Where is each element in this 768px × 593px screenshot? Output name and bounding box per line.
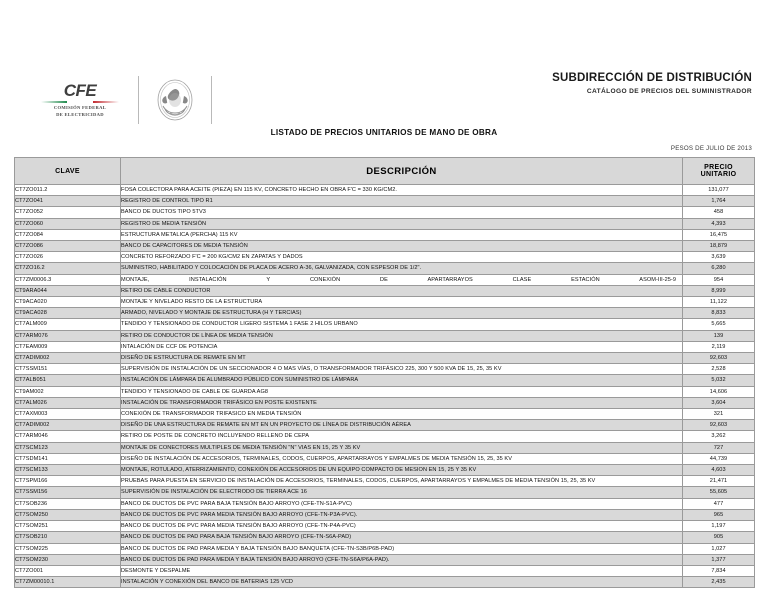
- column-header-precio-unitario: [683, 158, 755, 185]
- table-row[interactable]: [15, 274, 755, 285]
- cell-descripcion: TENDIDO Y TENSIONADO DE CABLE DE GUARDA AG8: [121, 386, 683, 397]
- cell-clave: CT7ZO041: [15, 196, 121, 207]
- cell-descripcion: BANCO DE DUCTOS DE PVC PARA BAJA TENSIÓN BAJO ARROYO (CFE-TN-S1A-PVC): [121, 498, 683, 509]
- cell-clave: CT7SOM230: [15, 554, 121, 565]
- cell-clave: CT7SOB210: [15, 532, 121, 543]
- table-row[interactable]: [15, 420, 755, 431]
- table-row[interactable]: [15, 565, 755, 576]
- mexico-coat-of-arms-seal-icon: [153, 77, 197, 123]
- table-row[interactable]: [15, 375, 755, 386]
- price-table-container: [14, 157, 754, 588]
- cell-clave: CT7ZO060: [15, 218, 121, 229]
- cell-descripcion: INSTALACIÓN DE TRANSFORMADOR TRIFÁSICO EN POSTE EXISTENTE: [121, 397, 683, 408]
- table-row[interactable]: [15, 397, 755, 408]
- cell-descripcion: SUPERVISIÓN DE INSTALACIÓN DE ELECTRODO DE TIERRA ACE 16: [121, 487, 683, 498]
- cell-descripcion: REGISTRO DE MEDIA TENSIÓN: [121, 218, 683, 229]
- cell-descripcion: REGISTRO DE CONTROL TIPO R1: [121, 196, 683, 207]
- cell-descripcion: MONTAJE, ROTULADO, ATERRIZAMIENTO, CONEXIÓN DE ACCESORIOS DE UN EQUIPO COMPACTO DE MESION EN 15, 25 Y 35 KV: [121, 465, 683, 476]
- cell-precio-unitario: 954: [683, 274, 755, 285]
- cell-descripcion: DISEÑO DE ESTRUCTURA DE REMATE EN MT: [121, 353, 683, 364]
- price-table: [14, 157, 755, 588]
- cell-descripcion: PRUEBAS PARA PUESTA EN SERVICIO DE INSTALACIÓN DE ACCESORIOS, TERMINALES, CODOS, CUERPOS, APARTARRAYOS Y EMPALMES DE MEDIA TENSIÓN 15, 25, 35 KV: [121, 476, 683, 487]
- table-row[interactable]: [15, 554, 755, 565]
- cell-precio-unitario: 139: [683, 330, 755, 341]
- page-title: LISTADO DE PRECIOS UNITARIOS DE MANO DE OBRA: [270, 128, 498, 137]
- table-row[interactable]: [15, 207, 755, 218]
- cfe-tricolor-bar: [41, 101, 119, 103]
- table-row[interactable]: [15, 229, 755, 240]
- cell-clave: CT7ALM009: [15, 319, 121, 330]
- table-row[interactable]: [15, 442, 755, 453]
- cell-precio-unitario: 16,475: [683, 229, 755, 240]
- cell-clave: CT7ALB051: [15, 375, 121, 386]
- cell-descripcion: INSTALACIÓN DE LÁMPARA DE ALUMBRADO PÚBLICO CON SUMINISTRO DE LÁMPARA: [121, 375, 683, 386]
- cell-descripcion: RETIRO DE CONDUCTOR DE LÍNEA DE MEDIA TENSIÓN: [121, 330, 683, 341]
- cell-precio-unitario: 458: [683, 207, 755, 218]
- cell-precio-unitario: 321: [683, 409, 755, 420]
- cell-precio-unitario: 727: [683, 442, 755, 453]
- cell-descripcion: ESTRUCTURA METALICA (PERCHA) 115 KV: [121, 229, 683, 240]
- cell-clave: CT7ZO011.2: [15, 185, 121, 196]
- table-row[interactable]: [15, 319, 755, 330]
- cell-descripcion: BANCO DE DUCTOS DE PVC PARA MEDIA TENSIÓN BAJO ARROYO (CFE-TN-P3A-PVC).: [121, 509, 683, 520]
- cell-descripcion: ARMADO, NIVELADO Y MONTAJE DE ESTRUCTURA (H Y TERCIAS): [121, 308, 683, 319]
- cell-clave: CT7ALM026: [15, 397, 121, 408]
- table-row[interactable]: [15, 218, 755, 229]
- cell-clave: CT7ZO086: [15, 241, 121, 252]
- cell-descripcion: CONCRETO REFORZADO F'C = 200 KG/CM2 EN ZAPATAS Y DADOS: [121, 252, 683, 263]
- cell-precio-unitario: 1,197: [683, 521, 755, 532]
- cell-clave: CT7SOM251: [15, 521, 121, 532]
- cell-clave: CT7ZO16.2: [15, 263, 121, 274]
- cfe-subtitle-line1: COMISIÓN FEDERAL: [53, 104, 107, 110]
- cell-precio-unitario: 4,393: [683, 218, 755, 229]
- cell-precio-unitario: 8,999: [683, 285, 755, 296]
- table-row[interactable]: [15, 476, 755, 487]
- logo-zone: [34, 74, 212, 126]
- cell-precio-unitario: 3,604: [683, 397, 755, 408]
- cell-clave: CT7EAM009: [15, 341, 121, 352]
- cell-clave: CT7SPM166: [15, 476, 121, 487]
- cfe-logo: [34, 82, 126, 118]
- currency-note: PESOS DE JULIO DE 2013: [670, 145, 752, 152]
- table-row[interactable]: [15, 308, 755, 319]
- table-row[interactable]: [15, 453, 755, 464]
- table-row[interactable]: [15, 341, 755, 352]
- cell-clave: CT9ACA028: [15, 308, 121, 319]
- cell-clave: CT7SOB236: [15, 498, 121, 509]
- cell-clave: CT7SDM141: [15, 453, 121, 464]
- cell-clave: CT7ADIM002: [15, 353, 121, 364]
- header-divider-left: [138, 76, 139, 124]
- cell-descripcion: RETIRO DE CABLE CONDUCTOR: [121, 285, 683, 296]
- cell-precio-unitario: 18,879: [683, 241, 755, 252]
- table-row[interactable]: [15, 409, 755, 420]
- cell-descripcion: CONEXIÓN DE TRANSFORMADOR TRIFASICO EN MEDIA TENSIÓN: [121, 409, 683, 420]
- table-row[interactable]: [15, 185, 755, 196]
- cell-descripcion: FOSA COLECTORA PARA ACEITE (PIEZA) EN 115 KV, CONCRETO HECHO EN OBRA F'C = 330 KG/CM2.: [121, 185, 683, 196]
- column-header-descripcion: DESCRIPCIÓN: [121, 158, 683, 185]
- cell-descripcion: BANCO DE DUCTOS DE PAD PARA BAJA TENSIÓN BAJO ARROYO (CFE-TN-S6A-PAD): [121, 532, 683, 543]
- cell-descripcion: SUMINISTRO, HABILITADO Y COLOCACIÓN DE PLACA DE ACERO A-36, GALVANIZADA, CON ESPESOR DE 1/2".: [121, 263, 683, 274]
- cell-precio-unitario: 6,280: [683, 263, 755, 274]
- cell-descripcion: INSTALACIÓN Y CONEXIÓN DEL BANCO DE BATERIAS 125 VCD: [121, 577, 683, 588]
- table-row[interactable]: [15, 297, 755, 308]
- column-header-precio-line2: UNITARIO: [700, 171, 737, 178]
- cell-precio-unitario: 477: [683, 498, 755, 509]
- cell-descripcion: TENDIDO Y TENSIONADO DE CONDUCTOR LIGERO SISTEMA 1 FASE 2 HILOS URBANO: [121, 319, 683, 330]
- cell-precio-unitario: 905: [683, 532, 755, 543]
- cell-precio-unitario: 2,528: [683, 364, 755, 375]
- cell-clave: CT7SCM133: [15, 465, 121, 476]
- cell-descripcion: DESMONTE Y DESPALME: [121, 565, 683, 576]
- cell-clave: CT7ZO052: [15, 207, 121, 218]
- table-body: [15, 185, 755, 588]
- department-title: SUBDIRECCIÓN DE DISTRIBUCIÓN: [552, 72, 752, 84]
- table-row[interactable]: [15, 364, 755, 375]
- department-block: [552, 72, 752, 95]
- cell-precio-unitario: 4,603: [683, 465, 755, 476]
- header-divider-right: [211, 76, 212, 124]
- cell-descripcion: RETIRO DE POSTE DE CONCRETO INCLUYENDO RELLENO DE CEPA: [121, 431, 683, 442]
- cell-precio-unitario: 92,603: [683, 353, 755, 364]
- table-row[interactable]: [15, 263, 755, 274]
- cell-precio-unitario: 2,119: [683, 341, 755, 352]
- table-header: [15, 158, 755, 185]
- cell-precio-unitario: 1,027: [683, 543, 755, 554]
- table-row[interactable]: [15, 285, 755, 296]
- cell-precio-unitario: 1,377: [683, 554, 755, 565]
- cell-precio-unitario: 1,764: [683, 196, 755, 207]
- cell-clave: CT7ZM00010.1: [15, 577, 121, 588]
- cell-precio-unitario: 2,435: [683, 577, 755, 588]
- table-row[interactable]: [15, 196, 755, 207]
- cell-descripcion: BANCO DE CAPACITORES DE MEDIA TENSIÓN: [121, 241, 683, 252]
- cell-clave: CT7ZO084: [15, 229, 121, 240]
- cell-precio-unitario: 14,606: [683, 386, 755, 397]
- cell-descripcion: BANCO DE DUCTOS DE PAD PARA MEDIA Y BAJA TENSIÓN BAJO BANQUETA (CFE-TN-S3B/P6B-PAD): [121, 543, 683, 554]
- cell-clave: CT7ZO026: [15, 252, 121, 263]
- cell-clave: CT9ARA044: [15, 285, 121, 296]
- cell-clave: CT7ARM046: [15, 431, 121, 442]
- table-row[interactable]: [15, 498, 755, 509]
- column-header-clave: CLAVE: [15, 158, 121, 185]
- cell-precio-unitario: 5,665: [683, 319, 755, 330]
- table-row[interactable]: [15, 465, 755, 476]
- cell-clave: CT9AM002: [15, 386, 121, 397]
- cell-precio-unitario: 7,834: [683, 565, 755, 576]
- cell-clave: CT7SSM151: [15, 364, 121, 375]
- column-header-precio-line1: PRECIO: [704, 164, 733, 171]
- table-row[interactable]: [15, 577, 755, 588]
- cell-clave: CT7AXM003: [15, 409, 121, 420]
- cell-clave: CT7SOM225: [15, 543, 121, 554]
- table-row[interactable]: [15, 386, 755, 397]
- cell-descripcion: SUPERVISIÓN DE INSTALACIÓN DE UN SECCIONADOR 4 O MAS VÍAS, O TRANSFORMADOR TRIFÁSICO 225, 300 Y 500 KVA DE 15, 25, 35 KV: [121, 364, 683, 375]
- table-row[interactable]: [15, 330, 755, 341]
- document-header: [0, 64, 768, 126]
- cell-descripcion: BANCO DE DUCTOS TIPO 5TV3: [121, 207, 683, 218]
- table-row[interactable]: [15, 543, 755, 554]
- cell-precio-unitario: 55,605: [683, 487, 755, 498]
- cell-clave: CT7SOM250: [15, 509, 121, 520]
- table-row[interactable]: [15, 431, 755, 442]
- cfe-subtitle-line2: DE ELECTRICIDAD: [56, 111, 104, 117]
- cell-clave: CT7SSM156: [15, 487, 121, 498]
- cell-descripcion: MONTAJE, INSTALACIÓN Y CONEXIÓN DE APARTARRAYOS CLASE ESTACIÓN ASOM-III-25-9: [121, 274, 683, 285]
- table-row[interactable]: [15, 241, 755, 252]
- cell-clave: CT7ADIM002: [15, 420, 121, 431]
- table-row[interactable]: [15, 353, 755, 364]
- cfe-wordmark: CFE: [63, 80, 97, 100]
- cell-precio-unitario: 5,032: [683, 375, 755, 386]
- cell-descripcion: INTALACIÓN DE CCF DE POTENCIA: [121, 341, 683, 352]
- cell-precio-unitario: 21,471: [683, 476, 755, 487]
- cell-clave: CT9ACA020: [15, 297, 121, 308]
- table-row[interactable]: [15, 509, 755, 520]
- table-row[interactable]: [15, 532, 755, 543]
- cell-descripcion: DISEÑO DE INSTALACIÓN DE ACCESORIOS, TERMINALES, CODOS, CUERPOS, APARTARRAYOS Y EMPALMES DE MEDIA TENSIÓN 15, 25, 35 KV: [121, 453, 683, 464]
- cell-precio-unitario: 965: [683, 509, 755, 520]
- cell-clave: CT7ZO001: [15, 565, 121, 576]
- cell-descripcion: BANCO DE DUCTOS DE PAD PARA MEDIA Y BAJA TENSIÓN BAJO ARROYO (CFE-TN-S6A/P6A-PAD).: [121, 554, 683, 565]
- cell-clave: CT7ZM0006.3: [15, 274, 121, 285]
- cell-descripcion: BANCO DE DUCTOS DE PVC PARA MEDIA TENSIÓN BAJO ARROYO (CFE-TN-P4A-PVC): [121, 521, 683, 532]
- cell-descripcion: DISEÑO DE UNA ESTRUCTURA DE REMATE EN MT EN UN PROYECTO DE LÍNEA DE DISTRIBUCIÓN AÉREA: [121, 420, 683, 431]
- table-row[interactable]: [15, 521, 755, 532]
- table-row[interactable]: [15, 252, 755, 263]
- cell-precio-unitario: 11,122: [683, 297, 755, 308]
- cell-precio-unitario: 131,077: [683, 185, 755, 196]
- table-row[interactable]: [15, 487, 755, 498]
- cell-precio-unitario: 8,833: [683, 308, 755, 319]
- department-subtitle: CATÁLOGO DE PRECIOS DEL SUMINISTRADOR: [586, 88, 752, 95]
- cell-descripcion: MONTAJE DE CONECTORES MULTIPLES DE MEDIA TENSIÓN "N" VIAS EN 15, 25 Y 35 KV: [121, 442, 683, 453]
- cell-precio-unitario: 44,739: [683, 453, 755, 464]
- cell-descripcion: MONTAJE Y NIVELADO RESTO DE LA ESTRUCTURA: [121, 297, 683, 308]
- cell-precio-unitario: 3,262: [683, 431, 755, 442]
- cell-precio-unitario: 92,603: [683, 420, 755, 431]
- cell-clave: CT7SCM123: [15, 442, 121, 453]
- cell-clave: CT7ARM076: [15, 330, 121, 341]
- cell-precio-unitario: 3,639: [683, 252, 755, 263]
- table-header-row: [15, 158, 755, 185]
